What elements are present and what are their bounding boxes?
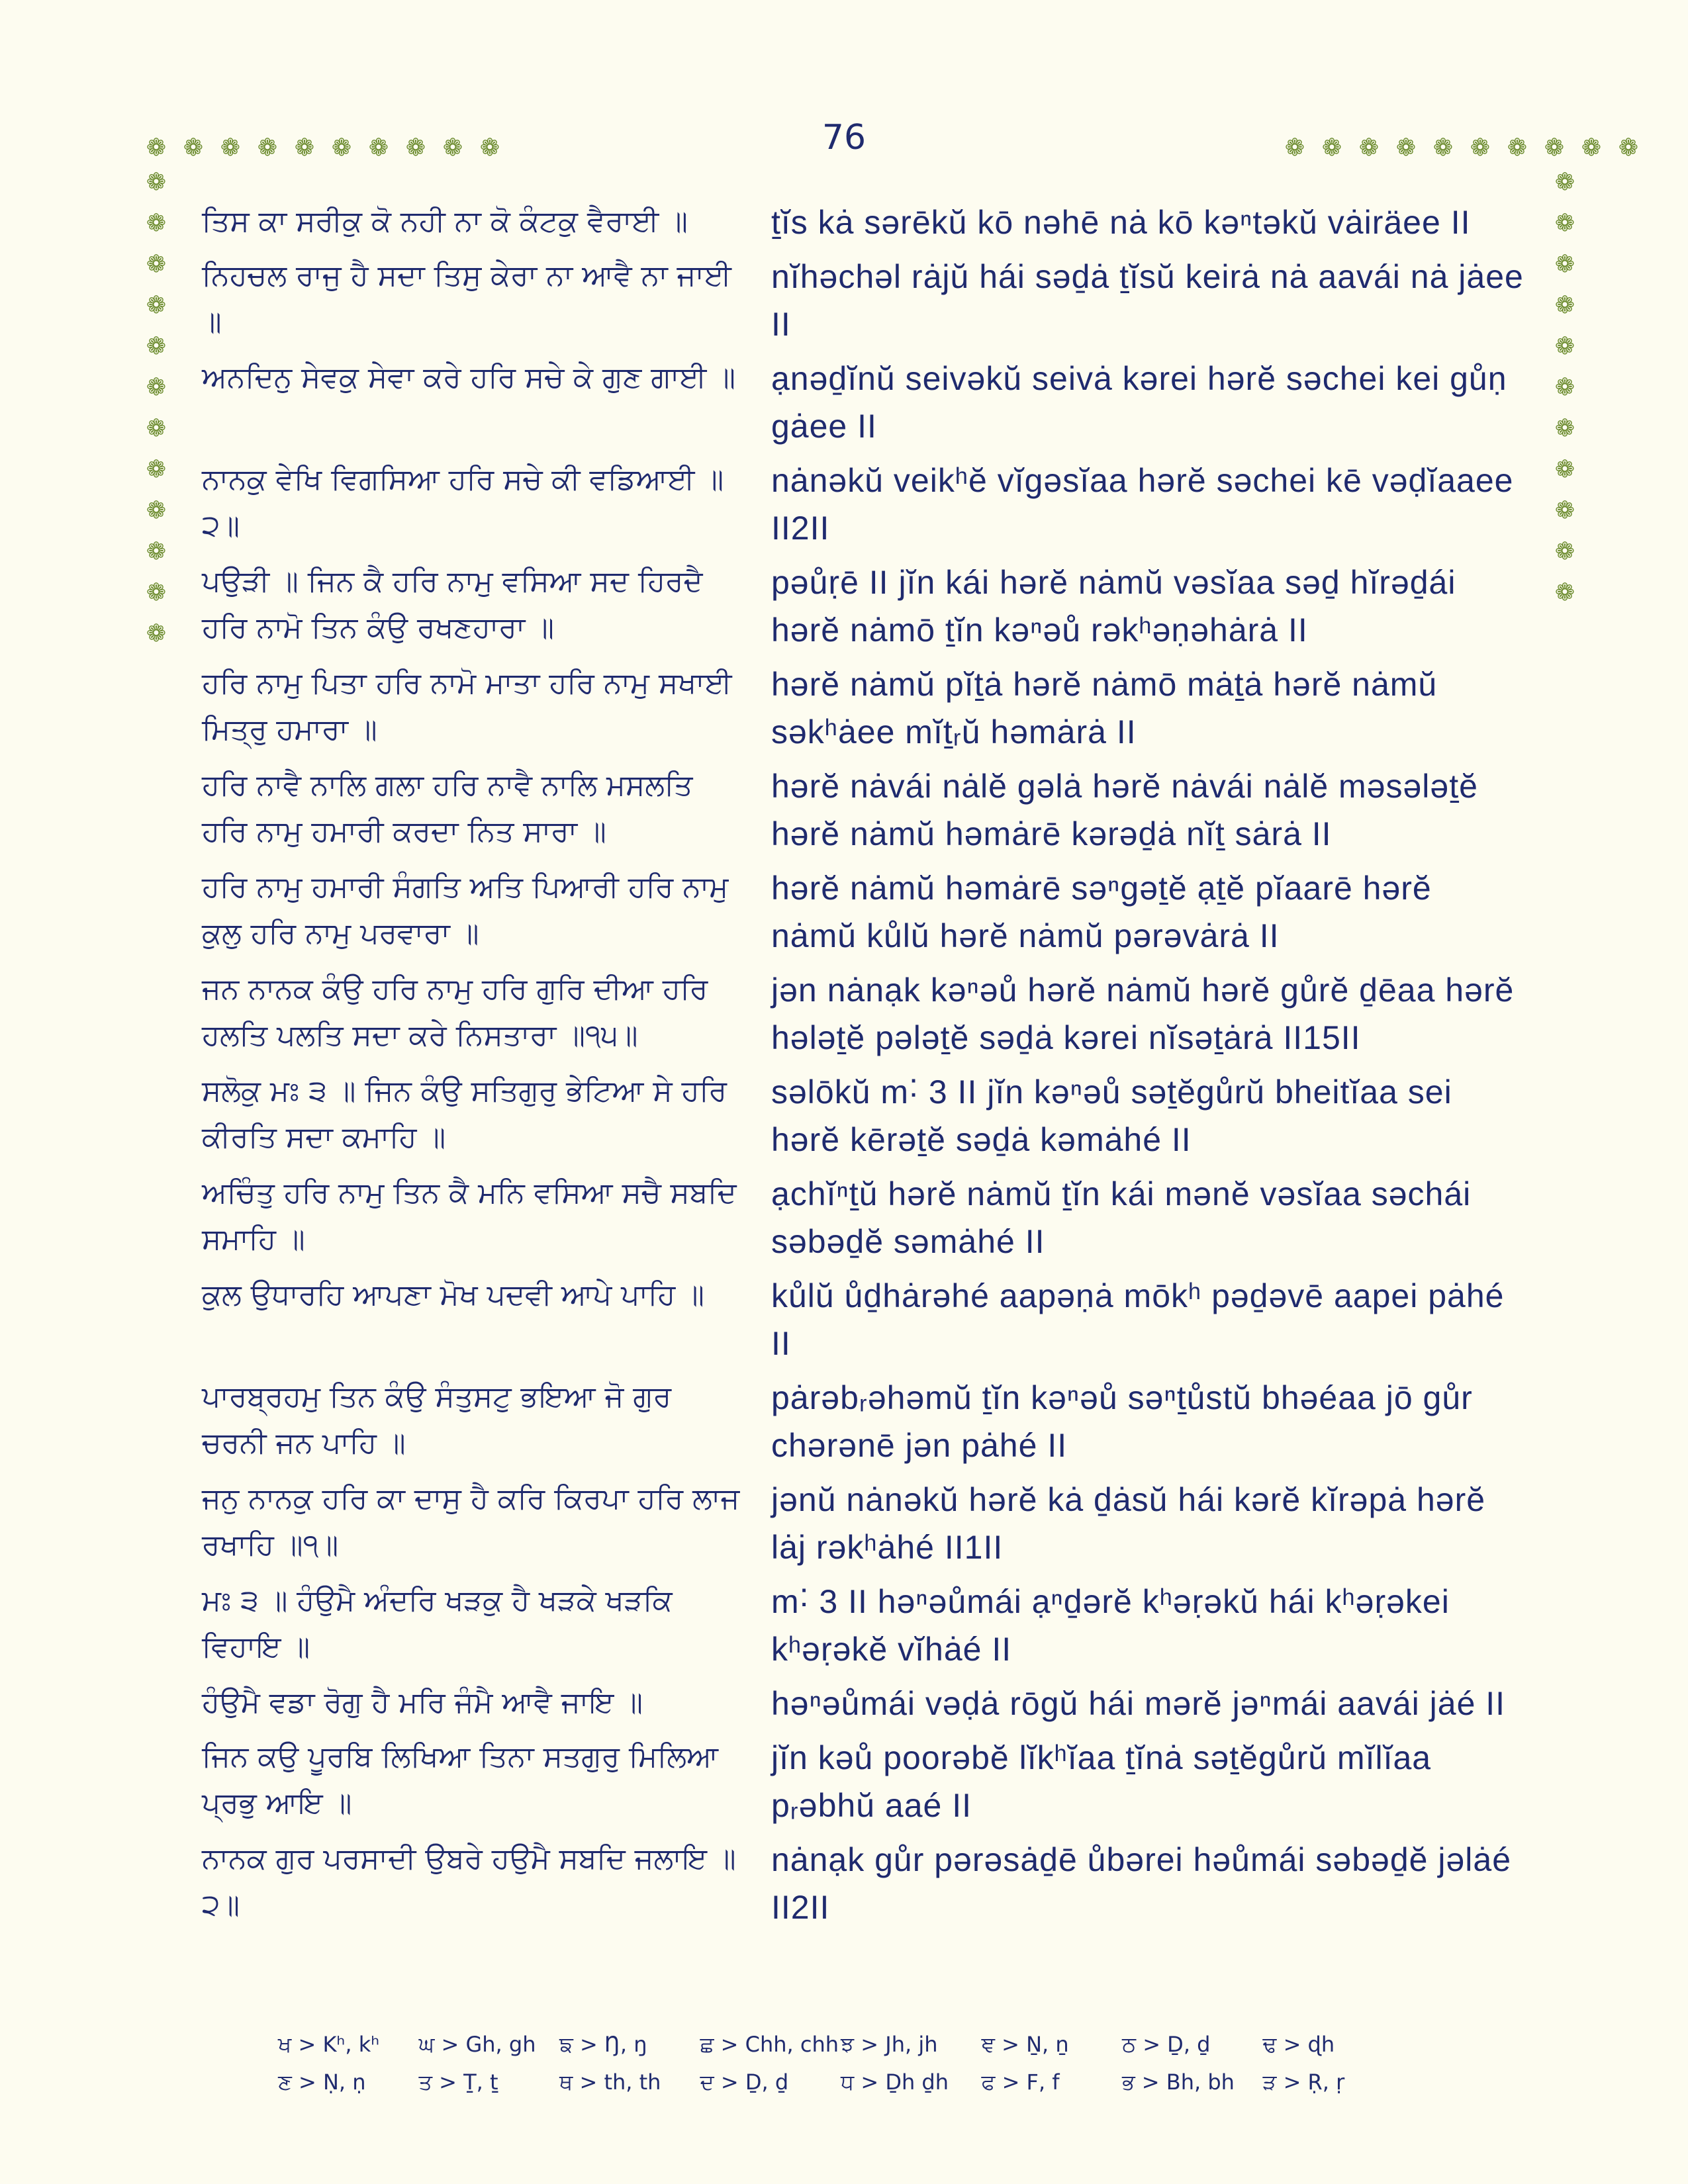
transliteration-text: hərĕ nȧmŭ həmȧrē səⁿgəṯĕ ạṯĕ pĭaarē hərĕ nȧmŭ kůlŭ hərĕ nȧmŭ pərəvȧrȧ II [771, 870, 1432, 954]
legend-item: ਤ > Ṯ, ṯ [418, 2070, 498, 2095]
flower-icon: ❁ [1507, 134, 1528, 161]
legend-item: ਦ > Ḏ, ḏ [700, 2070, 789, 2095]
flower-icon: ❁ [368, 134, 389, 161]
legend-item: ਣ > Ṇ, ṇ [278, 2070, 366, 2095]
gurmukhi-text: ਮਃ ੩ ॥ ਹੰਉਮੈ ਅੰਦਰਿ ਖੜਕੁ ਹੈ ਖੜਕੇ ਖੜਕਿ ਵਿਹਾਇ ॥ [202, 1584, 673, 1664]
transliteration-text: hərĕ nȧvái nȧlĕ gəlȧ hərĕ nȧvái nȧlĕ məsələṯĕ hərĕ nȧmŭ həmȧrē kərəḏȧ nĭṯ sȧrȧ II [771, 768, 1478, 852]
flower-icon: ❁ [1581, 134, 1602, 161]
gurmukhi-text: ਪਉੜੀ ॥ ਜਿਨ ਕੈ ਹਰਿ ਨਾਮੁ ਵਸਿਆ ਸਦ ਹਿਰਦੈ ਹਰਿ ਨਾਮੋ ਤਿਨ ਕੰਉ ਰਖਣਹਾਰਾ ॥ [202, 565, 703, 645]
legend-item: ਫ > F, f [981, 2070, 1060, 2095]
flower-icon: ❁ [1432, 134, 1454, 161]
gurmukhi-text: ਹਰਿ ਨਾਵੈ ਨਾਲਿ ਗਲਾ ਹਰਿ ਨਾਵੈ ਨਾਲਿ ਮਸਲਤਿ ਹਰਿ ਨਾਮੁ ਹਮਾਰੀ ਕਰਦਾ ਨਿਤ ਸਾਰਾ ॥ [202, 768, 693, 848]
legend-item: ਥ > th, th [559, 2070, 661, 2095]
verse-row [202, 199, 1526, 246]
transliteration-text: ạchĭⁿṯŭ hərĕ nȧmŭ ṯĭn kái mənĕ vəsĭaa səchái səbəḏĕ səmȧhé II [771, 1175, 1472, 1260]
verse-row [202, 1476, 1526, 1571]
gurmukhi-text: ਪਾਰਬ੍ਰਹਮੁ ਤਿਨ ਕੰਉ ਸੰਤੁਸਟੁ ਭਇਆ ਜੋ ਗੁਰ ਚਰਨੀ ਜਨ ਪਾਹਿ ॥ [202, 1380, 672, 1460]
flower-icon: ❁ [146, 620, 167, 647]
gurmukhi-text: ਜਨ ਨਾਨਕ ਕੰਉ ਹਰਿ ਨਾਮੁ ਹਰਿ ਗੁਰਿ ਦੀਆ ਹਰਿ ਹਲਤਿ ਪਲਤਿ ਸਦਾ ਕਰੇ ਨਿਸਤਾਰਾ ॥੧੫॥ [202, 972, 708, 1052]
gurmukhi-text: ਨਾਨਕ ਗੁਰ ਪਰਸਾਦੀ ਉਬਰੇ ਹਉਮੈ ਸਬਦਿ ਜਲਾਇ ॥੨॥ [202, 1842, 736, 1922]
verse-row [202, 1170, 1526, 1265]
verse-row [202, 457, 1526, 552]
flower-icon: ❁ [146, 579, 167, 606]
ornament-right-column [1553, 171, 1577, 605]
legend-item: ਭ > Bh, bh [1122, 2070, 1235, 2095]
transliteration-text: pəůṛē II jĭn kái hərĕ nȧmŭ vəsĭaa səḏ hĭrəḏái hərĕ nȧmō ṯĭn kəⁿəů rəkʰəṇəhȧrȧ II [771, 564, 1456, 649]
verse-row [202, 1374, 1526, 1469]
ornament-top-left [144, 136, 502, 160]
legend-row [278, 2032, 1403, 2058]
legend-item: ਖ > Kʰ, kʰ [278, 2032, 380, 2057]
gurmukhi-text: ਹਰਿ ਨਾਮੁ ਹਮਾਰੀ ਸੰਗਤਿ ਅਤਿ ਪਿਆਰੀ ਹਰਿ ਨਾਮੁ ਕੁਲੁ ਹਰਿ ਨਾਮੁ ਪਰਵਾਰਾ ॥ [202, 870, 729, 950]
gurmukhi-text: ਸਲੋਕੁ ਮਃ ੩ ॥ ਜਿਨ ਕੰਉ ਸਤਿਗੁਰੁ ਭੇਟਿਆ ਸੇ ਹਰਿ ਕੀਰਤਿ ਸਦਾ ਕਮਾਹਿ ॥ [202, 1074, 727, 1154]
verse-row [202, 355, 1526, 450]
flower-icon: ❁ [220, 134, 241, 161]
flower-icon: ❁ [1618, 134, 1639, 161]
flower-icon: ❁ [1554, 538, 1575, 565]
verse-row [202, 966, 1526, 1062]
legend-item: ਛ > Chh, chh [700, 2032, 839, 2057]
flower-icon: ❁ [146, 538, 167, 565]
flower-icon: ❁ [183, 134, 204, 161]
legend-item: ਘ > Gh, gh [418, 2032, 536, 2057]
verse-row [202, 660, 1526, 756]
transliteration-text: nĭhəchəl rȧjŭ hái səḏȧ ṯĭsŭ keirȧ nȧ aavái nȧ jȧee II [771, 258, 1524, 343]
flower-icon: ❁ [331, 134, 352, 161]
transliteration-text: kůlŭ ůḏhȧrəhé aapəṇȧ mōkʰ pəḏəvē aapei pȧhé II [771, 1277, 1505, 1362]
page-number: 76 [821, 118, 867, 158]
verse-row [202, 1068, 1526, 1163]
legend-item: ੜ > Ṛ, ṛ [1262, 2070, 1345, 2095]
verse-row [202, 1272, 1526, 1367]
verse-row [202, 1680, 1526, 1727]
flower-icon: ❁ [1395, 134, 1417, 161]
transliteration-text: nȧnạk gůr pərəsȧḏē ůbərei həůmái səbəḏĕ jəlȧé II2II [771, 1841, 1511, 1926]
flower-icon: ❁ [1554, 333, 1575, 360]
flower-icon: ❁ [146, 456, 167, 483]
flower-icon: ❁ [1554, 579, 1575, 606]
flower-icon: ❁ [146, 292, 167, 319]
transliteration-text: jənŭ nȧnəkŭ hərĕ kȧ ḏȧsŭ hái kərĕ kĭrəpȧ hərĕ lȧj rəkʰȧhé II1II [771, 1481, 1486, 1566]
gurmukhi-text: ਨਾਨਕੁ ਵੇਖਿ ਵਿਗਸਿਆ ਹਰਿ ਸਚੇ ਕੀ ਵਡਿਆਈ ॥੨॥ [202, 463, 724, 543]
flower-icon: ❁ [1554, 497, 1575, 524]
verse-row [202, 1734, 1526, 1829]
legend-item: ਠ > Ḏ, ḏ [1122, 2032, 1211, 2057]
flower-icon: ❁ [1544, 134, 1565, 161]
flower-icon: ❁ [146, 210, 167, 237]
gurmukhi-text: ਤਿਸ ਕਾ ਸਰੀਕੁ ਕੋ ਨਹੀ ਨਾ ਕੋ ਕੰਟਕੁ ਵੈਰਾਈ ॥ [202, 205, 688, 238]
flower-icon: ❁ [146, 333, 167, 360]
flower-icon: ❁ [1358, 134, 1380, 161]
verse-row [202, 864, 1526, 960]
verse-table [202, 199, 1526, 1938]
flower-icon: ❁ [1554, 169, 1575, 196]
gurmukhi-text: ਹੰਉਮੈ ਵਡਾ ਰੋਗੁ ਹੈ ਮਰਿ ਜੰਮੈ ਆਵੈ ਜਾਇ ॥ [202, 1686, 643, 1719]
flower-icon: ❁ [1284, 134, 1305, 161]
flower-icon: ❁ [1554, 210, 1575, 237]
flower-icon: ❁ [294, 134, 315, 161]
gurmukhi-text: ਜਿਨ ਕਉ ਪੂਰਬਿ ਲਿਖਿਆ ਤਿਨਾ ਸਤਗੁਰੁ ਮਿਲਿਆ ਪ੍ਰਭੁ ਆਇ ॥ [202, 1740, 718, 1820]
legend-item: ਝ > Jh, jh [841, 2032, 938, 2057]
flower-icon: ❁ [146, 415, 167, 442]
ornament-top-right [1283, 136, 1640, 160]
verse-row [202, 253, 1526, 348]
flower-icon: ❁ [146, 251, 167, 278]
flower-icon: ❁ [146, 134, 167, 161]
flower-icon: ❁ [1554, 456, 1575, 483]
transliteration-text: m˸ 3 II həⁿəůmái ạⁿḏərĕ kʰəṛəkŭ hái kʰəṛəkei kʰəṛəkĕ vĭhȧé II [771, 1583, 1450, 1668]
flower-icon: ❁ [146, 497, 167, 524]
flower-icon: ❁ [1470, 134, 1491, 161]
transliteration-text: hərĕ nȧmŭ pĭṯȧ hərĕ nȧmō mȧṯȧ hərĕ nȧmŭ səkʰȧee mĭṯᵣŭ həmȧrȧ II [771, 666, 1438, 751]
legend-item: ਙ > Ŋ, ŋ [559, 2032, 647, 2057]
legend-item: ਧ > Ḏh ḏh [841, 2070, 949, 2095]
gurmukhi-text: ਅਚਿੰਤੁ ਹਰਿ ਨਾਮੁ ਤਿਨ ਕੈ ਮਨਿ ਵਸਿਆ ਸਚੈ ਸਬਦਿ ਸਮਾਹਿ ॥ [202, 1176, 737, 1256]
flower-icon: ❁ [146, 169, 167, 196]
transliteration-text: səlōkŭ m˸ 3 II jĭn kəⁿəů səṯĕgůrŭ bheitĭaa sei hərĕ kērəṯĕ səḏȧ kəmȧhé II [771, 1073, 1452, 1158]
legend-item: ਢ > ɖh [1262, 2032, 1335, 2057]
transliteration-text: jən nȧnạk kəⁿəů hərĕ nȧmŭ hərĕ gůrĕ ḏēaa hərĕ hələṯĕ pələṯĕ səḏȧ kərei nĭsəṯȧrȧ II15II [771, 972, 1515, 1056]
transliteration-text: ṯĭs kȧ sərēkŭ kō nəhē nȧ kō kəⁿtəkŭ vȧiräee II [771, 204, 1471, 241]
transliteration-text: həⁿəůmái vəḍȧ rōgŭ hái mərĕ jəⁿmái aavái jȧé II [771, 1685, 1506, 1722]
legend-row [278, 2070, 1403, 2095]
legend-item: ਞ > Ṉ, ṉ [981, 2032, 1069, 2057]
flower-icon: ❁ [479, 134, 500, 161]
transliteration-text: pȧrəbᵣəhəmŭ ṯĭn kəⁿəů səⁿṯůstŭ bhəéaa jō gůr chərənē jən pȧhé II [771, 1379, 1473, 1464]
flower-icon: ❁ [1554, 251, 1575, 278]
verse-row [202, 559, 1526, 654]
gurmukhi-text: ਅਨਦਿਨੁ ਸੇਵਕੁ ਸੇਵਾ ਕਰੇ ਹਰਿ ਸਚੇ ਕੇ ਗੁਣ ਗਾਈ ॥ [202, 361, 735, 394]
gurmukhi-text: ਨਿਹਚਲ ਰਾਜੁ ਹੈ ਸਦਾ ਤਿਸੁ ਕੇਰਾ ਨਾ ਆਵੈ ਨਾ ਜਾਈ ॥ [202, 259, 731, 339]
flower-icon: ❁ [442, 134, 463, 161]
gurmukhi-text: ਜਨੁ ਨਾਨਕੁ ਹਰਿ ਕਾ ਦਾਸੁ ਹੈ ਕਰਿ ਕਿਰਪਾ ਹਰਿ ਲਾਜ ਰਖਾਹਿ ॥੧॥ [202, 1482, 740, 1562]
verse-row [202, 762, 1526, 858]
transliteration-legend [278, 2032, 1403, 2107]
transliteration-text: ạnəḏĭnŭ seivəkŭ seivȧ kərei hərĕ səchei kei gůṇ gȧee II [771, 360, 1507, 445]
gurmukhi-text: ਹਰਿ ਨਾਮੁ ਪਿਤਾ ਹਰਿ ਨਾਮੋ ਮਾਤਾ ਹਰਿ ਨਾਮੁ ਸਖਾਈ ਮਿਤ੍ਰੁ ਹਮਾਰਾ ॥ [202, 666, 732, 747]
verse-row [202, 1578, 1526, 1673]
flower-icon: ❁ [1554, 292, 1575, 319]
ornament-left-column [144, 171, 168, 646]
flower-icon: ❁ [405, 134, 426, 161]
flower-icon: ❁ [1554, 374, 1575, 401]
flower-icon: ❁ [1554, 415, 1575, 442]
flower-icon: ❁ [146, 374, 167, 401]
verse-row [202, 1836, 1526, 1931]
gurmukhi-text: ਕੁਲ ਉਧਾਰਹਿ ਆਪਣਾ ਮੋਖ ਪਦਵੀ ਆਪੇ ਪਾਹਿ ॥ [202, 1278, 704, 1312]
flower-icon: ❁ [257, 134, 278, 161]
transliteration-text: jĭn kəů poorəbĕ lĭkʰĭaa ṯĭnȧ səṯĕgůrŭ mĭlĭaa pᵣəbhŭ aaé II [771, 1739, 1432, 1824]
flower-icon: ❁ [1321, 134, 1342, 161]
transliteration-text: nȧnəkŭ veikʰĕ vĭgəsĭaa hərĕ səchei kē vəḍĭaaee II2II [771, 462, 1514, 547]
